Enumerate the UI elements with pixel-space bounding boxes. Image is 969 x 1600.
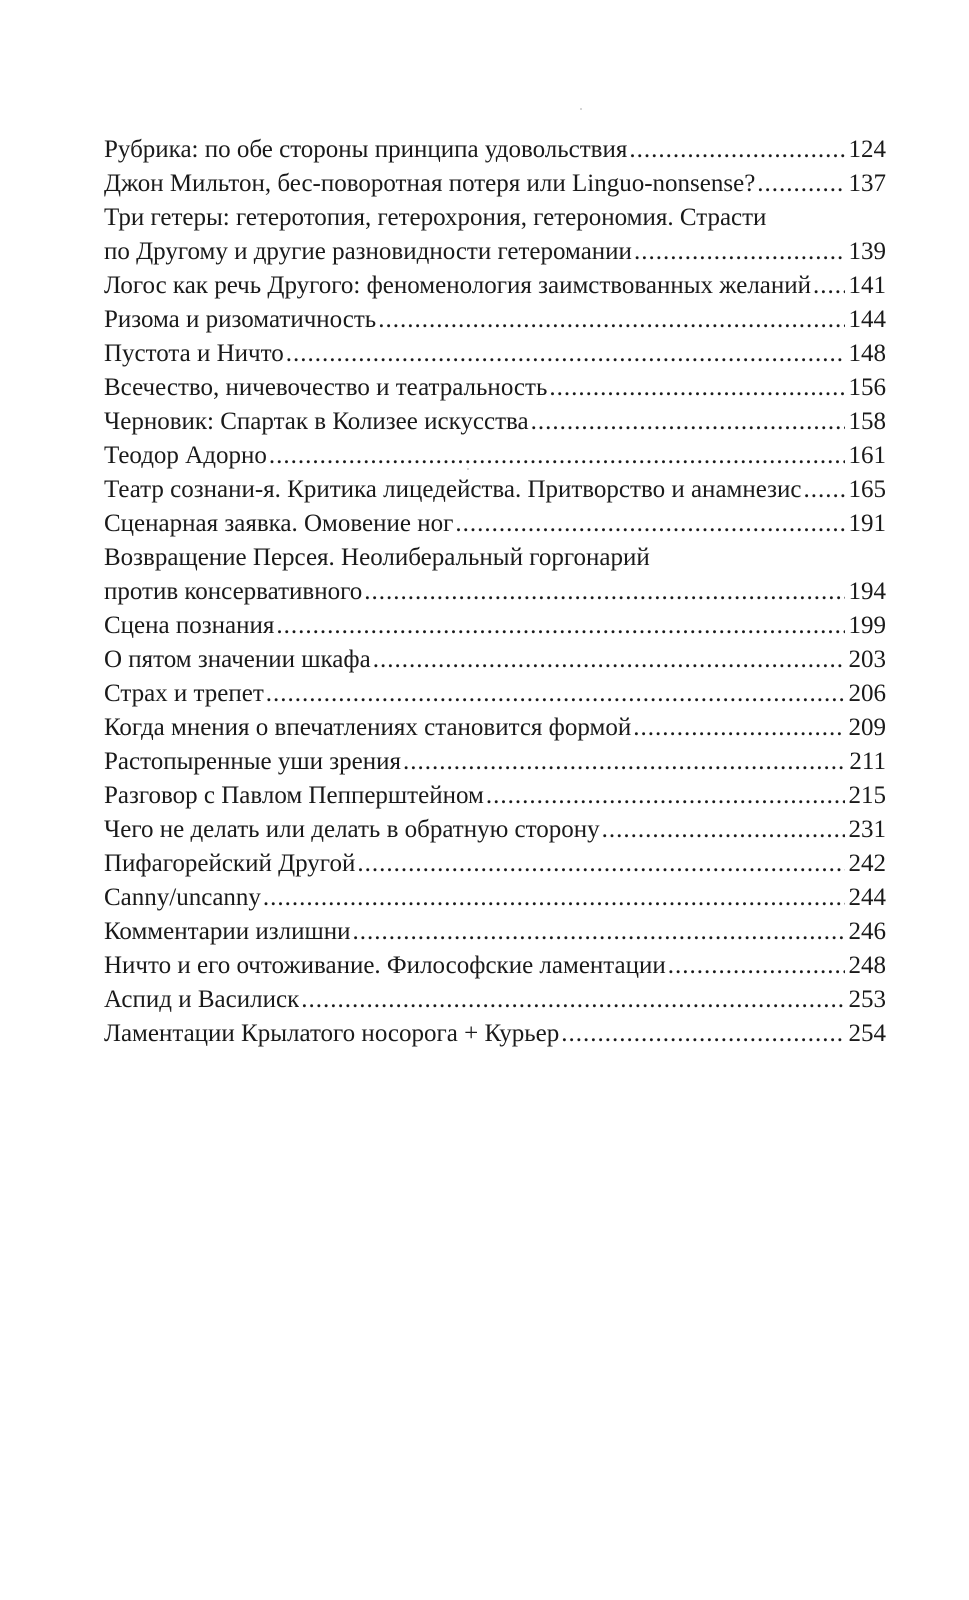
toc-entry-line bbox=[104, 507, 886, 541]
dot-leader bbox=[357, 847, 844, 881]
toc-entry bbox=[104, 473, 886, 507]
dot-leader bbox=[276, 609, 844, 643]
dot-leader bbox=[813, 269, 844, 303]
dot-leader bbox=[286, 337, 845, 371]
paper-speck bbox=[580, 108, 582, 110]
toc-entry-title: Страх и трепет bbox=[104, 680, 264, 707]
toc-entry-page-number: 231 bbox=[848, 816, 886, 843]
toc-entry-page-number: 209 bbox=[848, 714, 886, 741]
toc-entry-title: Ничто и его очтоживание. Философские ламентации bbox=[104, 952, 666, 979]
toc-entry-line bbox=[104, 167, 886, 201]
dot-leader bbox=[263, 881, 845, 915]
toc-entry-page-number: 206 bbox=[848, 680, 886, 707]
toc-entry bbox=[104, 167, 886, 201]
toc-entry-page-number: 254 bbox=[848, 1020, 886, 1047]
toc-entry-line bbox=[104, 881, 886, 915]
toc-entry-page-number: 165 bbox=[848, 476, 886, 503]
dot-leader bbox=[455, 507, 844, 541]
dot-leader bbox=[757, 167, 844, 201]
toc-entry bbox=[104, 1017, 886, 1051]
toc-entry-line bbox=[104, 1017, 886, 1051]
toc-entry-title: Джон Мильтон, бес-поворотная потеря или Linguo-nonsense? bbox=[104, 170, 756, 197]
toc-entry-title: Теодор Адорно bbox=[104, 442, 267, 469]
dot-leader bbox=[602, 813, 845, 847]
toc-entry-page-number: 158 bbox=[848, 408, 886, 435]
toc-entry bbox=[104, 949, 886, 983]
toc-entry-line bbox=[104, 643, 886, 677]
toc-entry-page-number: 242 bbox=[848, 850, 886, 877]
toc-entry bbox=[104, 643, 886, 677]
toc-entry-line bbox=[104, 711, 886, 745]
toc-entry bbox=[104, 847, 886, 881]
toc-entry bbox=[104, 405, 886, 439]
dot-leader bbox=[804, 473, 845, 507]
dot-leader bbox=[403, 745, 845, 779]
toc-entry-line bbox=[104, 575, 886, 609]
toc-entry-title: Чего не делать или делать в обратную сторону bbox=[104, 816, 600, 843]
dot-leader bbox=[549, 371, 844, 405]
dot-leader bbox=[629, 133, 844, 167]
toc-entry bbox=[104, 541, 886, 609]
dot-leader bbox=[373, 643, 845, 677]
toc-entry-title: Пифагорейский Другой bbox=[104, 850, 356, 877]
toc-entry bbox=[104, 915, 886, 949]
toc-entry-page-number: 246 bbox=[848, 918, 886, 945]
toc-entry bbox=[104, 779, 886, 813]
toc-entry bbox=[104, 983, 886, 1017]
toc-entry-page-number: 161 bbox=[848, 442, 886, 469]
toc-entry bbox=[104, 269, 886, 303]
toc-entry-title: Сцена познания bbox=[104, 612, 275, 639]
dot-leader bbox=[364, 575, 844, 609]
toc-entry bbox=[104, 133, 886, 167]
toc-entry-title: Когда мнения о впечатлениях становится формой bbox=[104, 714, 632, 741]
dot-leader bbox=[561, 1017, 844, 1051]
toc-entry-line bbox=[104, 133, 886, 167]
toc-entry-title: Ризома и ризоматичность bbox=[104, 306, 377, 333]
dot-leader bbox=[269, 439, 845, 473]
toc-entry-title: Комментарии излишни bbox=[104, 918, 351, 945]
toc-entry-page-number: 211 bbox=[849, 748, 886, 775]
toc-entry-page-number: 124 bbox=[848, 136, 886, 163]
toc-entry-page-number: 203 bbox=[848, 646, 886, 673]
dot-leader bbox=[531, 405, 845, 439]
dot-leader bbox=[266, 677, 845, 711]
toc-entry-title: Разговор с Павлом Пепперштейном bbox=[104, 782, 484, 809]
toc-entry-page-number: 141 bbox=[848, 272, 886, 299]
dot-leader bbox=[486, 779, 845, 813]
toc-entry-page-number: 194 bbox=[848, 578, 886, 605]
toc-entry-title: Аспид и Василиск bbox=[104, 986, 300, 1013]
toc-entry-line bbox=[104, 371, 886, 405]
dot-leader bbox=[668, 949, 845, 983]
toc-entry-title: Всечество, ничевочество и театральность bbox=[104, 374, 548, 401]
toc-entry-line bbox=[104, 235, 886, 269]
toc-entry-line bbox=[104, 677, 886, 711]
table-of-contents bbox=[104, 133, 886, 1051]
toc-entry-line bbox=[104, 405, 886, 439]
toc-entry-title: Canny/uncanny bbox=[104, 884, 261, 911]
toc-entry-page-number: 215 bbox=[848, 782, 886, 809]
toc-entry bbox=[104, 507, 886, 541]
toc-entry-page-number: 191 bbox=[848, 510, 886, 537]
dot-leader bbox=[633, 711, 844, 745]
toc-entry-line bbox=[104, 269, 886, 303]
toc-entry-line bbox=[104, 983, 886, 1017]
toc-entry-title: О пятом значении шкафа bbox=[104, 646, 371, 673]
toc-entry-line bbox=[104, 915, 886, 949]
toc-entry bbox=[104, 337, 886, 371]
toc-entry-line bbox=[104, 439, 886, 473]
toc-entry-title: по Другому и другие разновидности гетеромании bbox=[104, 238, 632, 265]
dot-leader bbox=[301, 983, 844, 1017]
dot-leader bbox=[634, 235, 845, 269]
toc-entry-title: Сценарная заявка. Омовение ног bbox=[104, 510, 454, 537]
toc-entry-line bbox=[104, 609, 886, 643]
toc-entry-title: Растопыренные уши зрения bbox=[104, 748, 401, 775]
toc-entry-line bbox=[104, 303, 886, 337]
toc-entry-title: против консервативного bbox=[104, 578, 363, 605]
toc-entry bbox=[104, 303, 886, 337]
toc-entry-title-line: Три гетеры: гетеротопия, гетерохрония, гетерономия. Страсти bbox=[104, 204, 767, 231]
toc-entry-page-number: 253 bbox=[848, 986, 886, 1013]
toc-entry-page-number: 137 bbox=[848, 170, 886, 197]
toc-entry-line bbox=[104, 847, 886, 881]
toc-entry bbox=[104, 881, 886, 915]
toc-entry bbox=[104, 201, 886, 269]
toc-entry bbox=[104, 677, 886, 711]
dot-leader bbox=[353, 915, 845, 949]
toc-entry-page-number: 199 bbox=[848, 612, 886, 639]
toc-entry-title-line: Возвращение Персея. Неолиберальный горгонарий bbox=[104, 544, 650, 571]
toc-entry-title: Логос как речь Другого: феноменология заимствованных желаний bbox=[104, 272, 812, 299]
toc-entry-page-number: 139 bbox=[848, 238, 886, 265]
toc-entry-line bbox=[104, 779, 886, 813]
toc-entry-page-number: 144 bbox=[848, 306, 886, 333]
toc-entry bbox=[104, 745, 886, 779]
toc-entry-title: Ламентации Крылатого носорога + Курьер bbox=[104, 1020, 560, 1047]
toc-entry-line bbox=[104, 745, 886, 779]
dot-leader bbox=[378, 303, 844, 337]
toc-entry-title: Театр сознани-я. Критика лицедейства. Притворство и анамнезис bbox=[104, 476, 802, 503]
toc-entry-page-number: 148 bbox=[848, 340, 886, 367]
toc-entry bbox=[104, 711, 886, 745]
toc-entry-page-number: 156 bbox=[848, 374, 886, 401]
toc-entry bbox=[104, 609, 886, 643]
toc-entry-title: Черновик: Спартак в Колизее искусства bbox=[104, 408, 529, 435]
toc-entry bbox=[104, 439, 886, 473]
toc-entry-page-number: 248 bbox=[848, 952, 886, 979]
toc-entry-title: Рубрика: по обе стороны принципа удовольствия bbox=[104, 136, 628, 163]
toc-entry-line bbox=[104, 949, 886, 983]
toc-entry-line bbox=[104, 473, 886, 507]
toc-entry bbox=[104, 813, 886, 847]
toc-entry-line bbox=[104, 337, 886, 371]
toc-entry-page-number: 244 bbox=[848, 884, 886, 911]
toc-entry-title: Пустота и Ничто bbox=[104, 340, 284, 367]
toc-entry bbox=[104, 371, 886, 405]
toc-entry-line bbox=[104, 813, 886, 847]
